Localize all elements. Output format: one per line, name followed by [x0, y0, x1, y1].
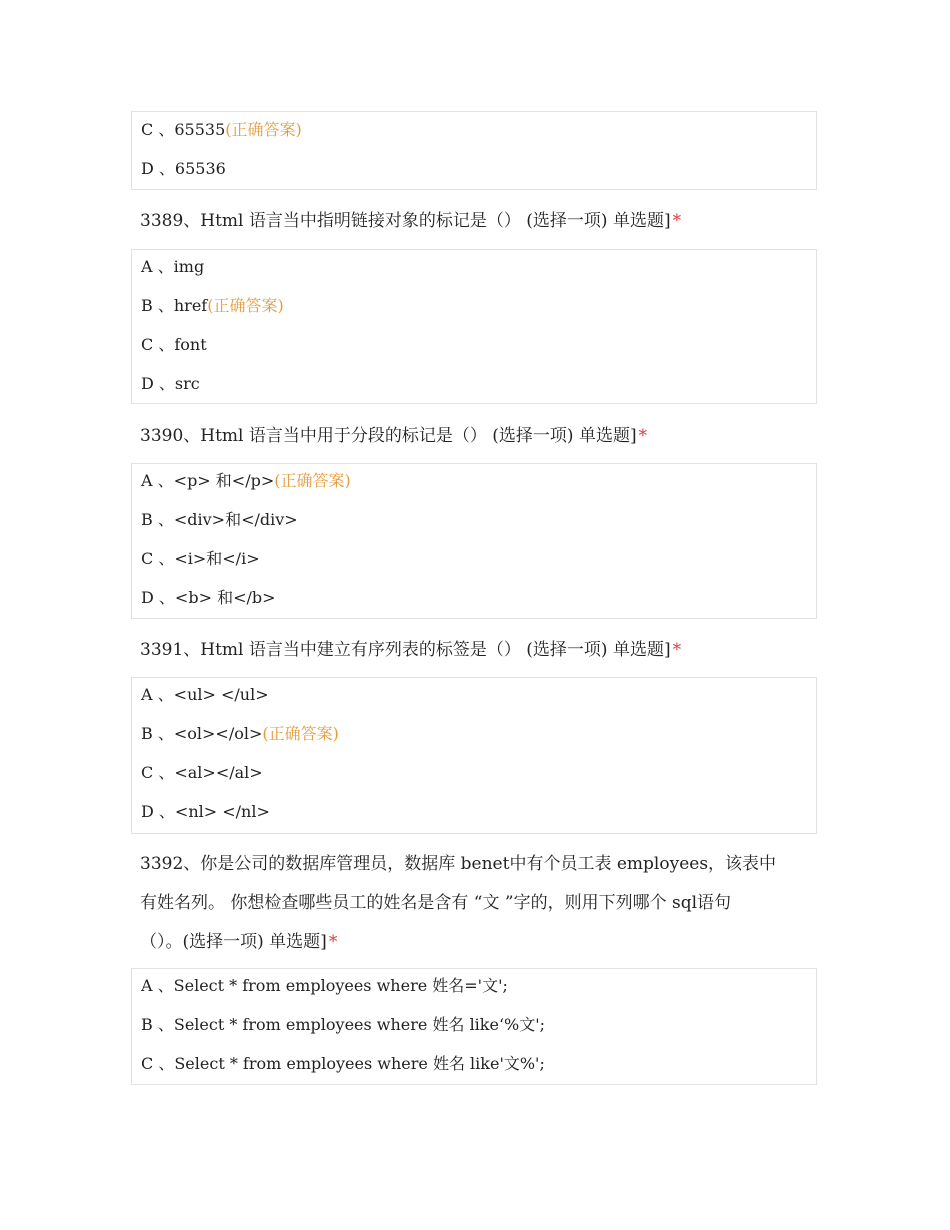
options-box-3391	[131, 677, 817, 834]
option-letter: A	[141, 976, 153, 995]
correct-answer-tag: (正确答案)	[274, 471, 351, 490]
option-text: <ol></ol>	[173, 724, 263, 743]
option-d[interactable]: D 、src	[141, 374, 200, 393]
option-letter: C	[141, 549, 154, 568]
option-text: font	[174, 335, 207, 354]
option-c[interactable]: C 、font	[141, 335, 207, 354]
option-text: <al></al>	[174, 763, 263, 782]
option-b[interactable]: B 、Select * from employees where 姓名 like‘%文';	[141, 1015, 546, 1034]
option-text: Select * from employees where 姓名 like‘%文';	[173, 1015, 546, 1034]
option-text: src	[174, 374, 200, 393]
option-c[interactable]: C 、<al></al>	[141, 763, 263, 782]
required-mark: *	[638, 426, 648, 446]
option-b[interactable]: B 、<div>和</div>	[141, 510, 298, 529]
option-a[interactable]: A 、img	[141, 257, 205, 276]
option-text: 65536	[174, 159, 226, 178]
option-text: href	[173, 296, 208, 315]
option-text: <div>和</div>	[173, 510, 298, 529]
option-text: <p> 和</p>	[173, 471, 275, 490]
option-letter: B	[141, 1015, 153, 1034]
option-b[interactable]: B 、href(正确答案)	[141, 296, 284, 315]
option-letter: A	[141, 685, 153, 704]
option-c[interactable]: C 、<i>和</i>	[141, 549, 260, 568]
option-letter: C	[141, 763, 154, 782]
option-text: Select * from employees where 姓名 like'文%';	[174, 1054, 545, 1073]
question-3392-line2: 有姓名列。 你想检查哪些员工的姓名是含有 “文 ”字的，则用下列哪个 sql语句	[140, 893, 732, 913]
options-box-3390	[131, 463, 817, 619]
option-text: <ul> </ul>	[173, 685, 269, 704]
question-3390-title: 3390、Html 语言当中用于分段的标记是（） (选择一项) 单选题] *	[140, 426, 648, 446]
option-letter: B	[141, 724, 153, 743]
option-letter: A	[141, 471, 153, 490]
option-a[interactable]: A 、Select * from employees where 姓名='文';	[141, 976, 508, 995]
question-3389-title: 3389、Html 语言当中指明链接对象的标记是（） (选择一项) 单选题] *	[140, 211, 682, 231]
correct-answer-tag: (正确答案)	[262, 724, 339, 743]
option-c[interactable]: C 、Select * from employees where 姓名 like'文%';	[141, 1054, 545, 1073]
option-c[interactable]: C 、65535(正确答案)	[141, 120, 302, 139]
required-mark: *	[672, 640, 682, 660]
options-box-3389	[131, 249, 817, 404]
option-a[interactable]: A 、<p> 和</p>(正确答案)	[141, 471, 351, 490]
option-letter: D	[141, 374, 154, 393]
option-text: <nl> </nl>	[174, 802, 270, 821]
correct-answer-tag: (正确答案)	[207, 296, 284, 315]
option-d[interactable]: D 、65536	[141, 159, 226, 178]
option-letter: D	[141, 159, 154, 178]
question-3392-line3: （）。(选择一项) 单选题] *	[140, 932, 338, 952]
required-mark: *	[328, 932, 338, 952]
required-mark: *	[672, 211, 682, 231]
option-letter: D	[141, 802, 154, 821]
options-box-3388	[131, 111, 817, 190]
option-text: 65535	[174, 120, 226, 139]
option-letter: B	[141, 510, 153, 529]
option-letter: C	[141, 120, 154, 139]
option-b[interactable]: B 、<ol></ol>(正确答案)	[141, 724, 339, 743]
option-d[interactable]: D 、<nl> </nl>	[141, 802, 270, 821]
question-3391-title: 3391、Html 语言当中建立有序列表的标签是（） (选择一项) 单选题] *	[140, 640, 682, 660]
option-letter: B	[141, 296, 153, 315]
option-letter: C	[141, 1054, 154, 1073]
option-text: <b> 和</b>	[174, 588, 276, 607]
option-letter: A	[141, 257, 153, 276]
option-text: Select * from employees where 姓名='文';	[173, 976, 508, 995]
option-letter: C	[141, 335, 154, 354]
options-box-3392	[131, 968, 817, 1085]
option-text: <i>和</i>	[174, 549, 260, 568]
option-letter: D	[141, 588, 154, 607]
question-3392-line1: 3392、你是公司的数据库管理员，数据库 benet中有个员工表 employees，该表中	[140, 854, 777, 874]
option-d[interactable]: D 、<b> 和</b>	[141, 588, 276, 607]
option-text: img	[173, 257, 205, 276]
correct-answer-tag: (正确答案)	[225, 120, 302, 139]
option-a[interactable]: A 、<ul> </ul>	[141, 685, 269, 704]
